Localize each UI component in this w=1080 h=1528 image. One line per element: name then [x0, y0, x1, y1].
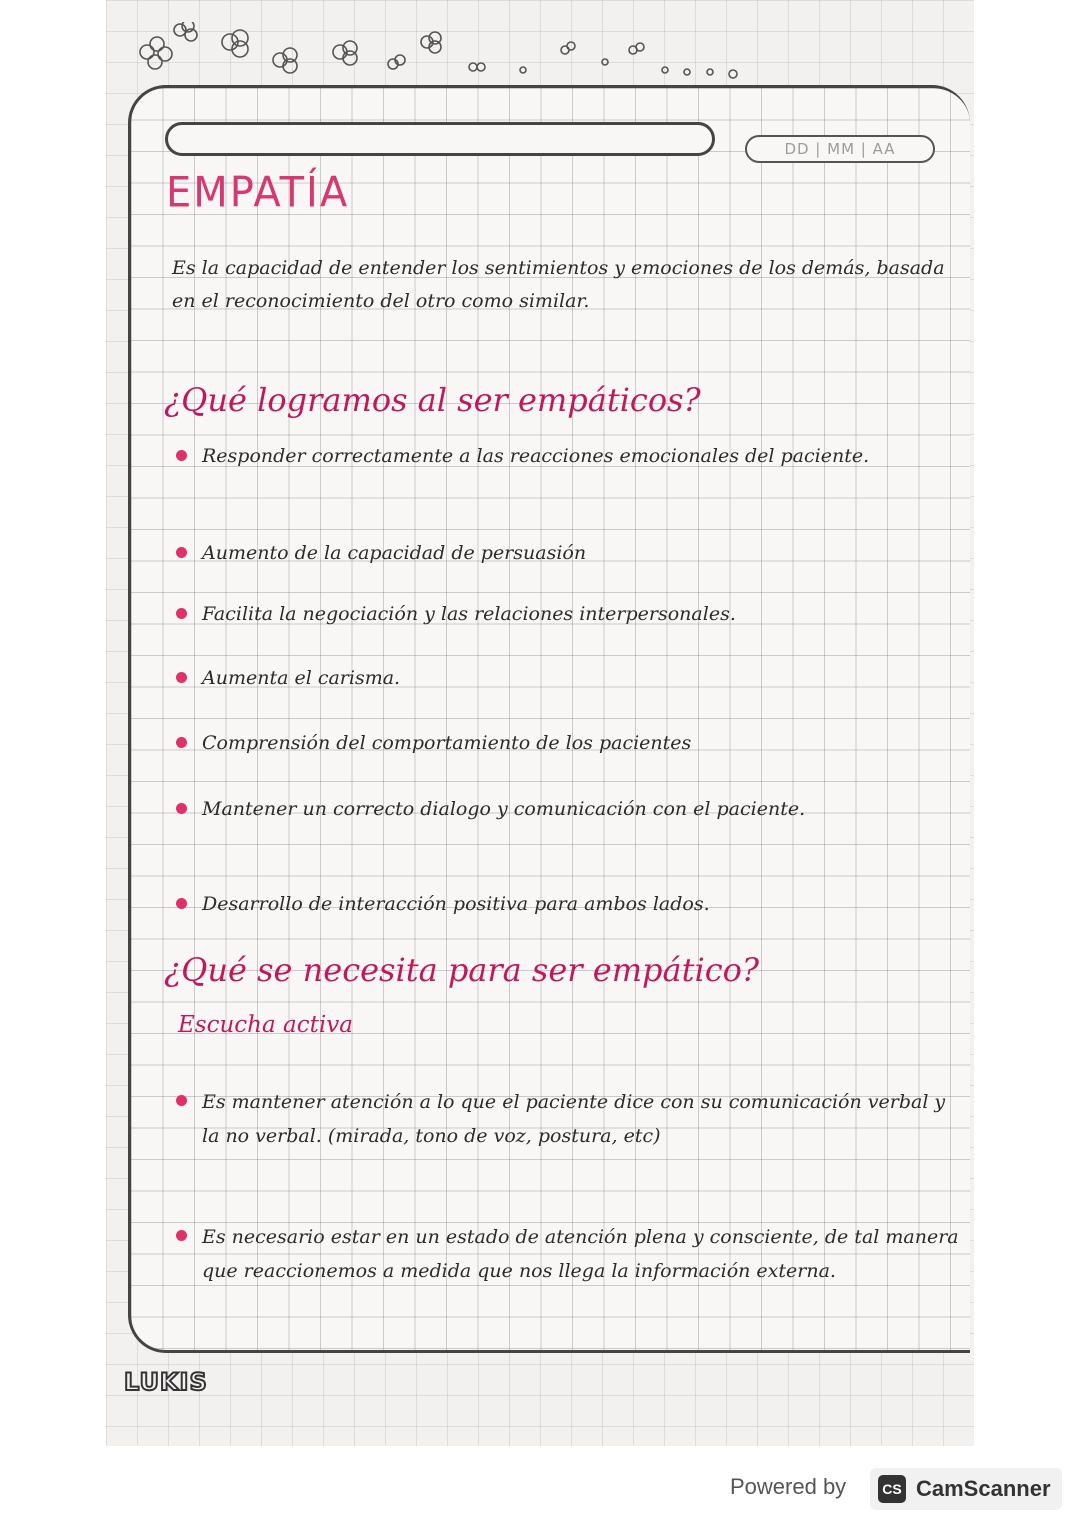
list-item: Aumento de la capacidad de persuasión	[172, 537, 960, 569]
list-item: Es necesario estar en un estado de atención plena y consciente, de tal manera que reaccionemos a medida que nos llega la información externa.	[172, 1220, 960, 1288]
heading-requirements: ¿Qué se necesita para ser empático?	[164, 951, 760, 989]
bullet-icon	[176, 450, 187, 461]
subheading-active-listening: Escucha activa	[178, 1012, 353, 1038]
bullet-icon	[176, 1095, 187, 1106]
list-item: Aumenta el carisma.	[172, 662, 960, 694]
list-item: Comprensión del comportamiento de los pacientes	[172, 727, 960, 759]
bullet-icon	[176, 672, 187, 683]
bullet-icon	[176, 608, 187, 619]
title-field	[165, 122, 715, 156]
camscanner-brand: CamScanner	[916, 1476, 1051, 1501]
signature-logo: LUKIS	[124, 1368, 208, 1396]
heading-achievements: ¿Qué logramos al ser empáticos?	[164, 381, 701, 419]
date-field: DD | MM | AA	[745, 135, 935, 163]
bullet-icon	[176, 803, 187, 814]
list-item: Mantener un correcto dialogo y comunicación con el paciente.	[172, 793, 960, 825]
list-item: Responder correctamente a las reacciones emocionales del paciente.	[172, 440, 960, 472]
list-item: Facilita la negociación y las relaciones interpersonales.	[172, 598, 960, 630]
definition-text: Es la capacidad de entender los sentimientos y emociones de los demás, basada en el reconocimiento del otro como similar.	[172, 257, 945, 312]
camscanner-watermark	[730, 1468, 1062, 1510]
bullet-icon	[176, 1230, 187, 1241]
camscanner-badge	[870, 1468, 1062, 1510]
page-title: EMPATÍA	[166, 168, 350, 218]
powered-by-text: Powered by	[730, 1474, 847, 1499]
camscanner-icon: CS	[878, 1475, 906, 1503]
bullet-icon	[176, 898, 187, 909]
list-item: Es mantener atención a lo que el paciente dice con su comunicación verbal y la no verbal. (mirada, tono de voz, postura, etc)	[172, 1085, 960, 1153]
flower-doodles	[135, 22, 755, 92]
bullet-icon	[176, 737, 187, 748]
bullet-icon	[176, 547, 187, 558]
list-item: Desarrollo de interacción positiva para ambos lados.	[172, 888, 960, 920]
